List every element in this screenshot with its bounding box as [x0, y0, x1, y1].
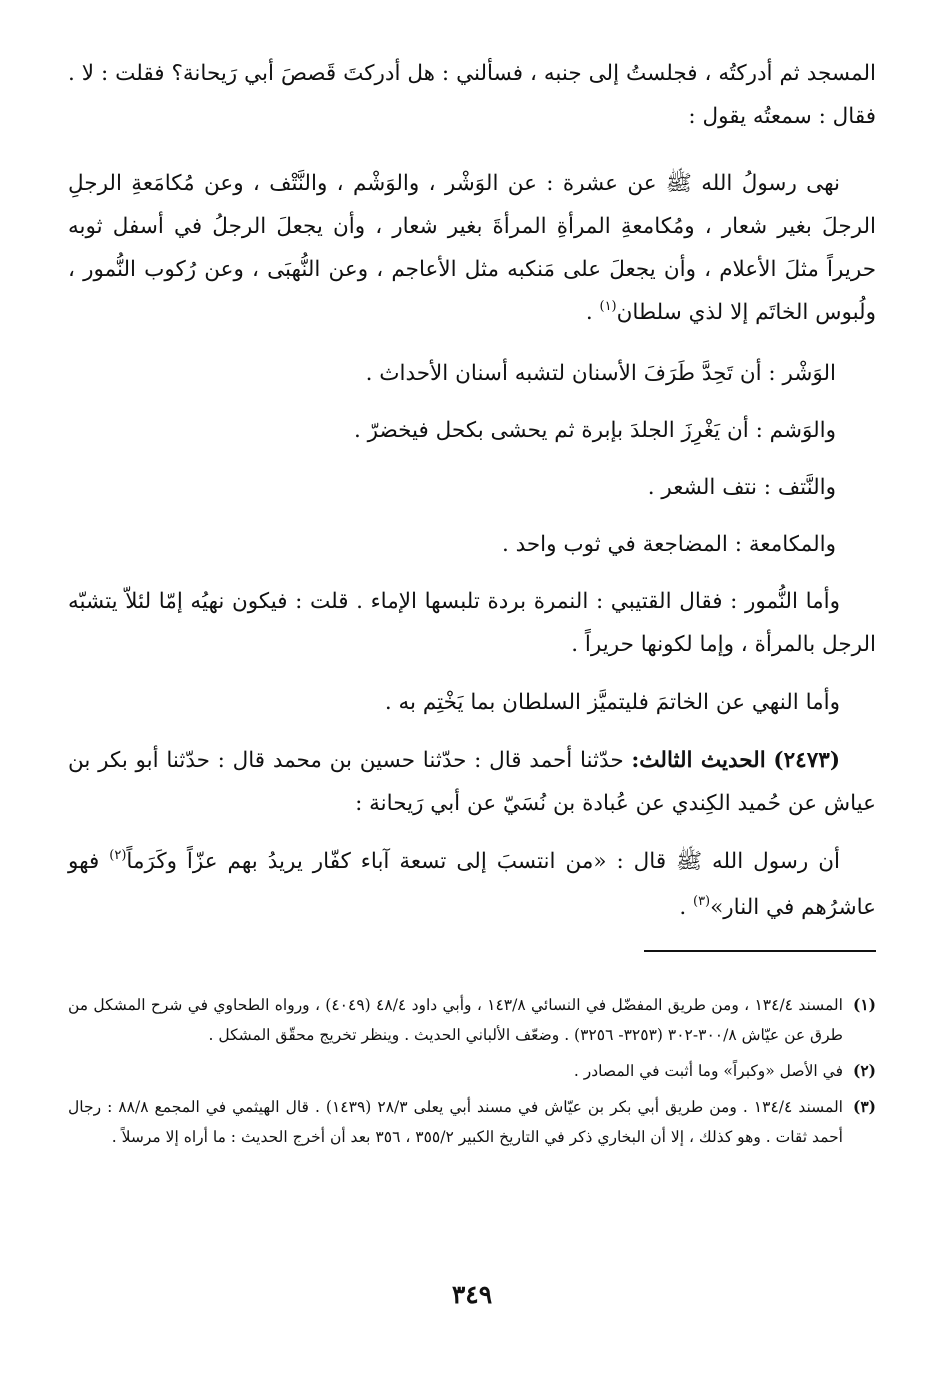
footnote-ref-3: (٣) [692, 894, 711, 909]
footnote-1 [68, 990, 876, 1050]
hadith3-text-a: أن رسول الله ﷺ قال : «من انتسبَ إلى تسعة آباء كفّار يريدُ بهم عزّاً وكَرَماً [126, 849, 840, 874]
hadith-title: الحديث الثالث: [631, 748, 766, 773]
footnote-number: (١) [852, 995, 876, 1014]
footnote-text: في الأصل «وكبراً» وما أثبت في المصادر . [573, 1062, 843, 1080]
footnote-text: المسند ١٣٤/٤ ، ومن طريق المفضّل في النسائي ١٤٣/٨ ، وأبي داود ٤٨/٤ (٤٠٤٩) ، ورواه الطحاوي في شرح المشكل من طرق عن عيّاش ٣٠٠/٨-٣٠٢ (٣٢٥٣- ٣٢٥٦) . وضعّف الألباني الحديث . وينظر تخريج محقّق المشكل . [68, 996, 843, 1044]
hadith-paragraph [68, 162, 876, 337]
hadith3-text-b: فهو عاشرُهم في النار» [68, 849, 876, 920]
definition-washm: والوَشم : أن يَغْرِزَ الجلدَ بإبرة ثم يحشى بكحل فيخضرّ . [354, 418, 836, 443]
hadith3-end: . [679, 895, 693, 920]
paragraph-numur: وأما النُّمور : فقال القتيبي : النمرة بردة تلبسها الإماء . قلت : فيكون نهيُه إمّا لئلاّ يتشبّه الرجل بالمرأة ، وإما لكونها حريراً . [68, 589, 876, 657]
paragraph-continuation: المسجد ثم أدركتُه ، فجلستُ إلى جنبه ، فسألني : هل أدركتَ قَصصَ أبي رَيحانة؟ فقلت : لا . فقال : سمعتُه يقول : [68, 61, 876, 129]
footnote-ref-2: (٢) [109, 848, 127, 863]
hadith-number: (٢٤٧٣) [773, 748, 840, 773]
hadith3-text-paragraph [68, 840, 876, 932]
footnote-3 [68, 1092, 876, 1152]
paragraph-khatam: وأما النهي عن الخاتمَ فليتميَّز السلطان بما يَخْتِم به . [384, 690, 840, 715]
footnote-2 [68, 1056, 876, 1086]
hadith-end: . [585, 300, 600, 325]
definition-washr: الوَشْر : أن تَحِدَّ طَرَفَ الأسنان لتشبه أسنان الأحداث . [365, 361, 836, 386]
page-number: ٣٤٩ [451, 1280, 493, 1309]
footnote-ref-1: (١) [599, 299, 617, 314]
hadith-isnad: حدّثنا أحمد قال : حدّثنا حسين بن محمد قال : حدّثنا أبو بكر بن عياش عن حُميد الكِندي عن عُبادة بن نُسَيّ عن أبي رَيحانة : [68, 748, 876, 816]
book-page [68, 52, 876, 1158]
hadith3-isnad-paragraph [68, 739, 876, 825]
definition-natf: والنَّتف : نتف الشعر . [647, 475, 836, 500]
footnote-separator [644, 950, 876, 952]
footnote-number: (٣) [852, 1097, 876, 1116]
hadith-text: نهى رسولُ الله ﷺ عن عشرة : عن الوَشْر ، والوَشْم ، والنَّتْف ، وعن مُكامَعةِ الرجلِ الرجلَ بغير شعار ، ومُكامعةِ المرأةِ المرأةَ بغير شعار ، وأن يجعلَ الرجلُ في أسفل ثوبه حريراً مثلَ الأعلام ، وأن يجعلَ على مَنكبه مثل الأعاجم ، وعن النُّهبَى ، وعن رُكوب النُّمور ، ولُبوس الخاتَم إلا لذي سلطان [68, 171, 876, 325]
definition-mukama: والمكامعة : المضاجعة في ثوب واحد . [501, 532, 836, 557]
main-text [68, 52, 876, 932]
footnote-text: المسند ١٣٤/٤ . ومن طريق أبي بكر بن عيّاش في مسند أبي يعلى ٢٨/٣ (١٤٣٩) . قال الهيثمي في المجمع ٨٨/٨ : رجال أحمد ثقات . وهو كذلك ، إلا أن البخاري ذكر في التاريخ الكبير ٣٥٥/٢ ، ٣٥٦ بعد أن أخرج الحديث : ما أراه إلا مرسلاً . [68, 1098, 843, 1146]
footnotes [68, 990, 876, 1152]
footnote-number: (٢) [852, 1061, 876, 1080]
